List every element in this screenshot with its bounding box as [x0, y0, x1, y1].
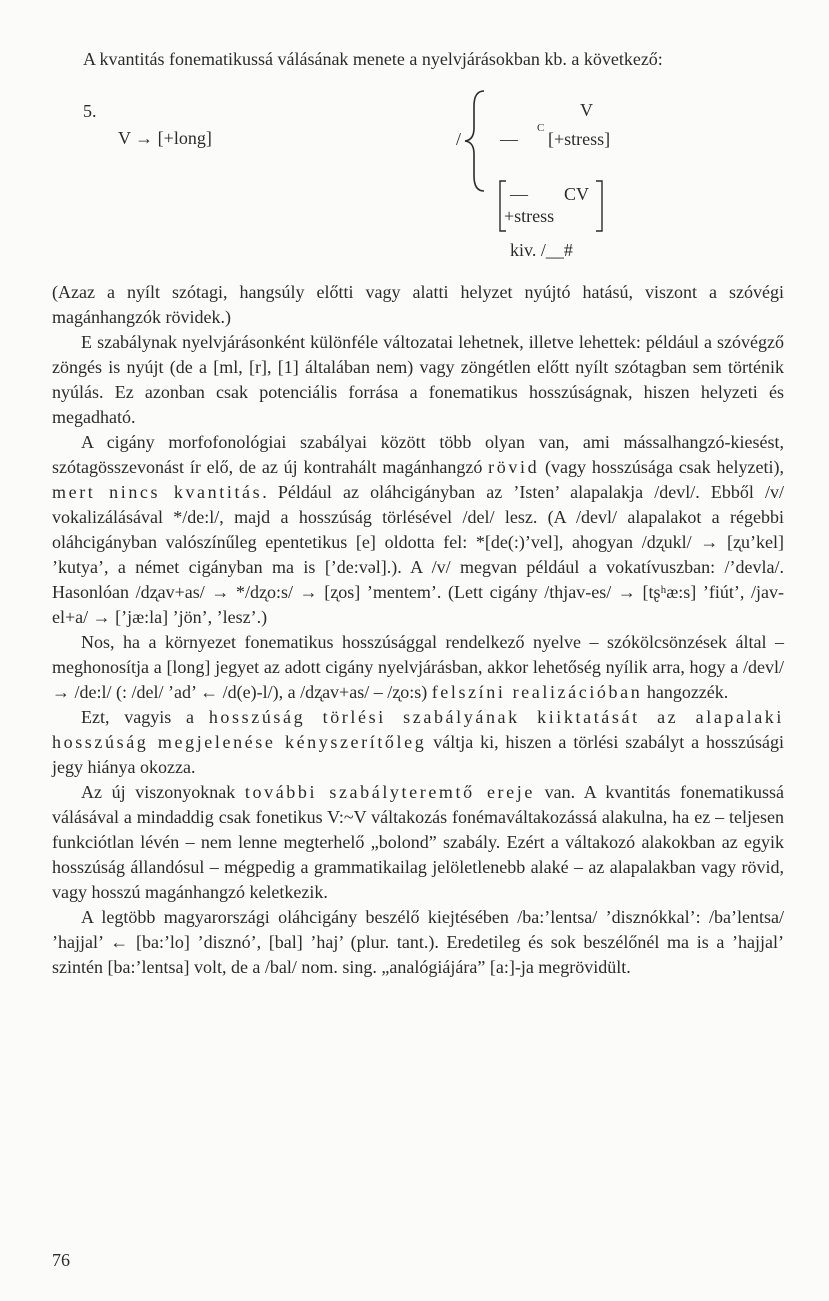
- text-run: váltja ki, hiszen a törlési szabályt a hosszúsági jegy hiánya okozza.: [52, 732, 784, 777]
- matrix-blank: —: [510, 184, 528, 204]
- paragraph: [52, 780, 784, 905]
- text-run: Nos, ha a környezet fonematikus hosszúsággal rendelkező nyelve – szókölcsönzések által – meghonosítja a [long] jegyet az adott cigány nyelvjárásban, akkor lehetőség nyílik arra, hogy a /devl/ → /de:l/ (: /del/ ’ad’ ← /d(e)-l/), a /dz̨av+as/ – /z̨o:s): [52, 632, 784, 702]
- spaced-emphasis: hosszúság törlési szabályának kiiktatását az alapalaki hosszúság megjelenése kényszerítőleg: [52, 707, 784, 752]
- text-run: Ezt, vagyis a: [81, 707, 209, 727]
- rule-slash: /: [456, 129, 462, 149]
- text-run: . Például az oláhcigányban az ’Isten’ alapalakja /devl/. Ebből /v/ vokalizálásával */de:l/, majd a hosszúság törlésével /del/ lesz. (A /devl/ alapalakot a régebbi oláhcigányban valószínűleg epentetikus [e] oldotta fel: *[de(:)’vel], ahogyan /dz̨ukl/ → [z̨u’kel] ’kutya’, a német cigányban ma is [’de:vəl].). A /v/ megvan például a vokatívuszban: /’devla/. Hasonlóan /dz̨av+as/ → */dz̨o:s/ → [z̨os] ’mentem’. (Lett cigány /thjav-es/ → [tʂʰæ:s] ’fiút’, /jav-el+a/ → [’jæ:la] ’jön’, ’lesz’.): [52, 482, 784, 627]
- ctx1-sup: C: [537, 122, 545, 134]
- text-run: (Azaz a nyílt szótagi, hangsúly előtti vagy alatti helyzet nyújtó hatású, viszont a szóvégi magánhangzók rövidek.): [52, 282, 784, 327]
- rule-top-v: V: [580, 100, 593, 120]
- matrix-cv: CV: [564, 184, 590, 204]
- text-run: van. A kvantitás fonematikussá válásával a mindaddig csak fonetikus V:~V váltakozás fonémaváltakozássá alakulna, ha ez – teljesen funkciótlan lévén – nem lenne megterhelő „bolond” szabály. Ezért a váltakozó alakokban az egyik hosszúság állandósul – mégpedig a grammatikailag jelöletlenebb alaké – az alapalakban vagy rövid, vagy hosszú magánhangzó keletkezik.: [52, 782, 784, 902]
- rule-5-formula: [0, 0, 829, 290]
- text-run: A legtöbb magyarországi oláhcigány beszélő kiejtésében /ba:’lentsa/ ’disznókkal’: /ba’lentsa/ ’hajjal’ ← [ba:’lo] ’disznó’, [bal] ’haj’ (plur. tant.). Eredetileg és sok beszélőnél ma is a ’hajjal’ szintén [ba:’lentsa] volt, de a /bal/ nom. sing. „analógiájára” [a:]-ja megrövidült.: [52, 907, 784, 977]
- spaced-emphasis: további szabályteremtő ereje: [244, 782, 535, 802]
- paragraph: [52, 280, 784, 330]
- ctx1-stress: [+stress]: [548, 129, 611, 149]
- text-run: hangozzék.: [642, 682, 729, 702]
- ctx1-blank: —: [500, 129, 518, 149]
- paragraph: [52, 630, 784, 705]
- matrix-stress: +stress: [504, 206, 555, 226]
- intro-line: A kvantitás fonematikussá válásának menete a nyelvjárásokban kb. a következő:: [83, 49, 663, 69]
- paragraph: [52, 430, 784, 630]
- text-run: (vagy hosszúsága csak helyzeti),: [539, 457, 784, 477]
- paragraph: [52, 705, 784, 780]
- rule-exception: kiv. /__#: [510, 240, 573, 260]
- rule-number: 5.: [83, 101, 97, 121]
- text-run: A cigány morfofonológiai szabályai között több olyan van, ami mássalhangzó-kiesést, szótagösszevonást ír elő, de az új kontrahált magánhangzó: [52, 432, 784, 477]
- body-text: [52, 280, 784, 980]
- text-run: E szabálynak nyelvjárásonként különféle változatai lehetnek, illetve lehettek: például a szóvégző zöngés is nyújt (de a [ml, [r], [1] általában nem) vagy zöngétlen előtt nyílt szótagban sem történik nyúlás. Ez azonban csak potenciális forrása a fonematikus hosszúságnak, hiszen helyzeti és megadható.: [52, 332, 784, 427]
- spaced-emphasis: rövid: [488, 457, 540, 477]
- paragraph: [52, 330, 784, 430]
- spaced-emphasis: mert nincs kvantitás: [52, 482, 263, 502]
- rule-lhs: V → [+long]: [118, 128, 212, 148]
- paragraph: [52, 905, 784, 980]
- left-curly-brace: [462, 88, 488, 194]
- text-run: Az új viszonyoknak: [81, 782, 245, 802]
- spaced-emphasis: felszíni realizációban: [431, 682, 643, 702]
- page-number: 76: [52, 1250, 70, 1270]
